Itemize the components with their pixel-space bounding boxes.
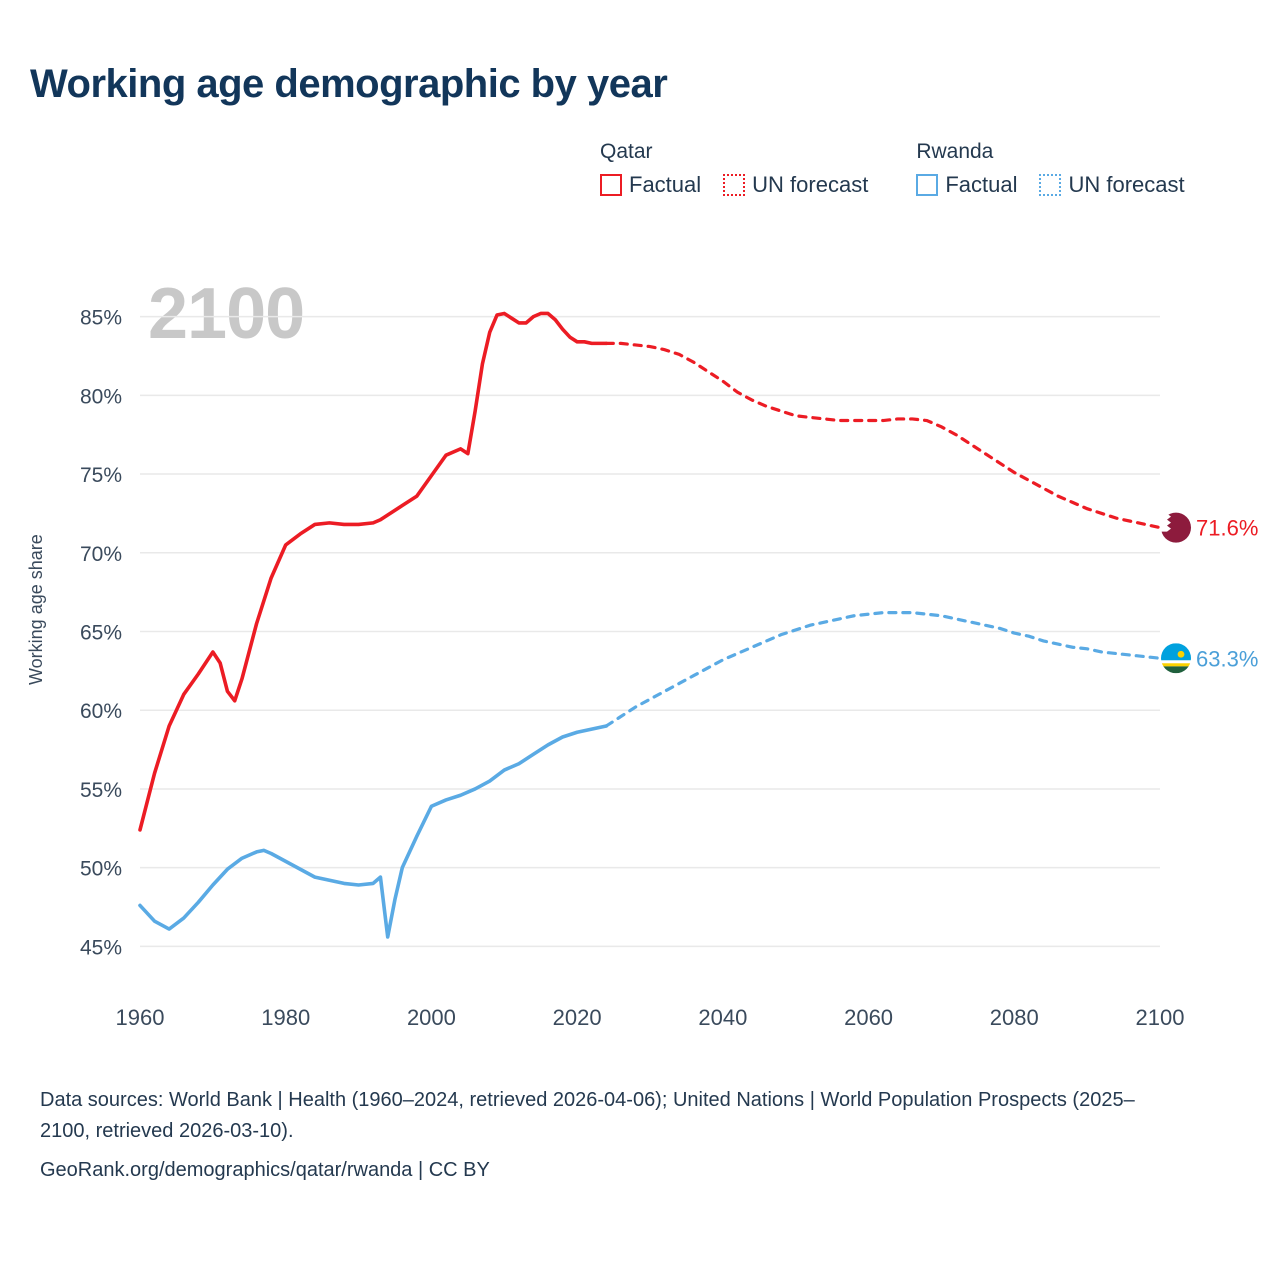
- legend-group-qatar: [600, 140, 868, 198]
- y-tick-label: 75%: [79, 464, 122, 488]
- legend-label: UN forecast: [752, 172, 869, 197]
- series-line-factual-rwanda: [140, 726, 606, 937]
- plot-area: [0, 255, 1280, 1045]
- legend-swatch-icon: [916, 174, 938, 196]
- y-tick-label: 70%: [79, 542, 122, 566]
- end-label-rwanda: 63.3%: [1196, 646, 1259, 672]
- legend-group-title-qatar: Qatar: [600, 140, 653, 163]
- data-sources-text: Data sources: World Bank | Health (1960–2024, retrieved 2026-04-06); United Nations | World Population Prospects (2025–2100, retrieved 2026-03-10).: [40, 1089, 1135, 1142]
- page-title: Working age demographic by year: [30, 62, 668, 106]
- series-line-forecast-rwanda: [606, 613, 1160, 726]
- x-tick-label: 2040: [698, 1005, 748, 1030]
- footer: [40, 1085, 1180, 1186]
- x-tick-label: 2080: [989, 1005, 1039, 1030]
- y-tick-label: 55%: [79, 778, 122, 802]
- y-tick-label: 45%: [79, 936, 122, 960]
- x-tick-label: 2060: [844, 1005, 894, 1030]
- legend-label: Factual: [945, 172, 1018, 197]
- y-tick-label: 80%: [79, 385, 122, 409]
- legend-entry-qatar-forecast[interactable]: [723, 172, 868, 198]
- legend-label: UN forecast: [1068, 172, 1185, 197]
- legend-group-title-rwanda: Rwanda: [916, 140, 994, 163]
- legend-group-rwanda: [916, 140, 1184, 198]
- y-axis-title: Working age share: [26, 534, 46, 685]
- end-marker-qatar-flag-icon: [1161, 513, 1191, 543]
- legend-swatch-icon: [600, 174, 622, 196]
- legend-entry-rwanda-factual[interactable]: [916, 172, 1017, 198]
- chart-legend: [600, 140, 1185, 198]
- x-tick-label: 2020: [552, 1005, 602, 1030]
- x-tick-label: 1980: [261, 1005, 311, 1030]
- legend-swatch-icon: [723, 174, 745, 196]
- series-line-forecast-qatar: [606, 343, 1160, 527]
- legend-swatch-icon: [1039, 174, 1061, 196]
- x-tick-label: 2000: [406, 1005, 456, 1030]
- y-tick-label: 65%: [79, 621, 122, 645]
- y-tick-label: 85%: [79, 306, 122, 330]
- end-label-qatar: 71.6%: [1196, 515, 1259, 541]
- legend-entry-rwanda-forecast[interactable]: [1039, 172, 1184, 198]
- x-tick-label: 2100: [1135, 1005, 1185, 1030]
- attribution-text: GeoRank.org/demographics/qatar/rwanda | CC BY: [40, 1159, 490, 1181]
- watermark-year: 2100: [148, 274, 305, 354]
- legend-entry-qatar-factual[interactable]: [600, 172, 701, 198]
- end-marker-rwanda-flag-icon: [1161, 643, 1191, 673]
- legend-label: Factual: [629, 172, 702, 197]
- x-tick-label: 1960: [115, 1005, 165, 1030]
- y-tick-label: 50%: [79, 857, 122, 881]
- y-tick-label: 60%: [79, 700, 122, 724]
- line-chart: [0, 255, 1280, 1045]
